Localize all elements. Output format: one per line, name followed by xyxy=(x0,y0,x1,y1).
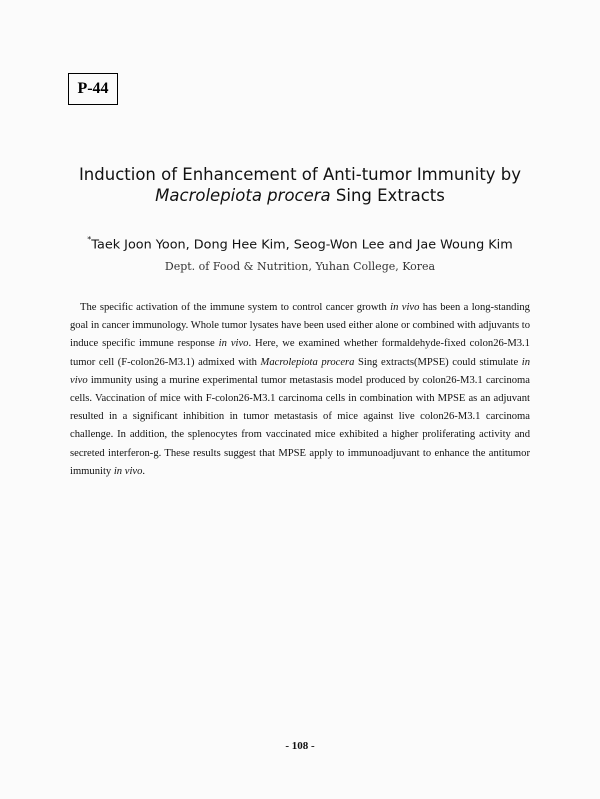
abstract-italic: in vivo xyxy=(70,356,530,386)
title-line-2 xyxy=(40,185,560,206)
abstract-text: has been a long-standing goal in cancer immunology. Whole tumor lysates have been used either alone or combined with adjuvants to induce specific immune response xyxy=(70,302,530,350)
author-names: Taek Joon Yoon, Dong Hee Kim, Seog-Won Lee and Jae Woung Kim xyxy=(91,237,513,253)
paper-title xyxy=(40,164,560,206)
abstract-text: . Here, we examined whether formaldehyde-fixed colon26-M3.1 tumor cell (F-colon26-M3.1) admixed with xyxy=(70,338,530,368)
title-line-1: Induction of Enhancement of Anti-tumor Immunity by xyxy=(78,165,522,184)
abstract-italic: in vivo xyxy=(390,302,420,313)
poster-id-box: P-44 xyxy=(68,73,118,105)
title-line-2-rest: Sing Extracts xyxy=(330,186,445,205)
abstract-italic: in vivo xyxy=(113,465,143,477)
abstract-text: Sing extracts(MPSE) could stimulate xyxy=(354,356,522,368)
abstract-text: The specific activation of the immune system to control cancer growth xyxy=(80,302,391,313)
abstract-paragraph xyxy=(70,299,530,481)
page-number: - 108 - xyxy=(285,740,315,752)
affiliation: Dept. of Food & Nutrition, Yuhan College, Korea xyxy=(164,260,436,273)
abstract-text: . xyxy=(142,465,146,477)
abstract-text: immunity using a murine experimental tumor metastasis model produced by colon26-M3.1 carcinoma cells. Vaccination of mice with F-colon26-M3.1 carcinoma cells in combination with MPSE as an adjuvant resulted in a significant inhibition in tumor metastasis of mice against live colon26-M3.1 carcinoma challenge. In addition, the splenocytes from vaccinated mice exhibited a higher proliferating activity and secreted interferon-g. These results suggest that MPSE apply to immunoadjuvant to enhance the antitumor immunity xyxy=(70,374,530,477)
abstract-italic: in vivo xyxy=(218,338,249,350)
title-species-name: Macrolepiota procera xyxy=(155,186,331,205)
author-list xyxy=(20,232,580,254)
corresponding-author-marker: * xyxy=(87,235,92,244)
abstract-italic: Macrolepiota procera xyxy=(260,356,355,368)
